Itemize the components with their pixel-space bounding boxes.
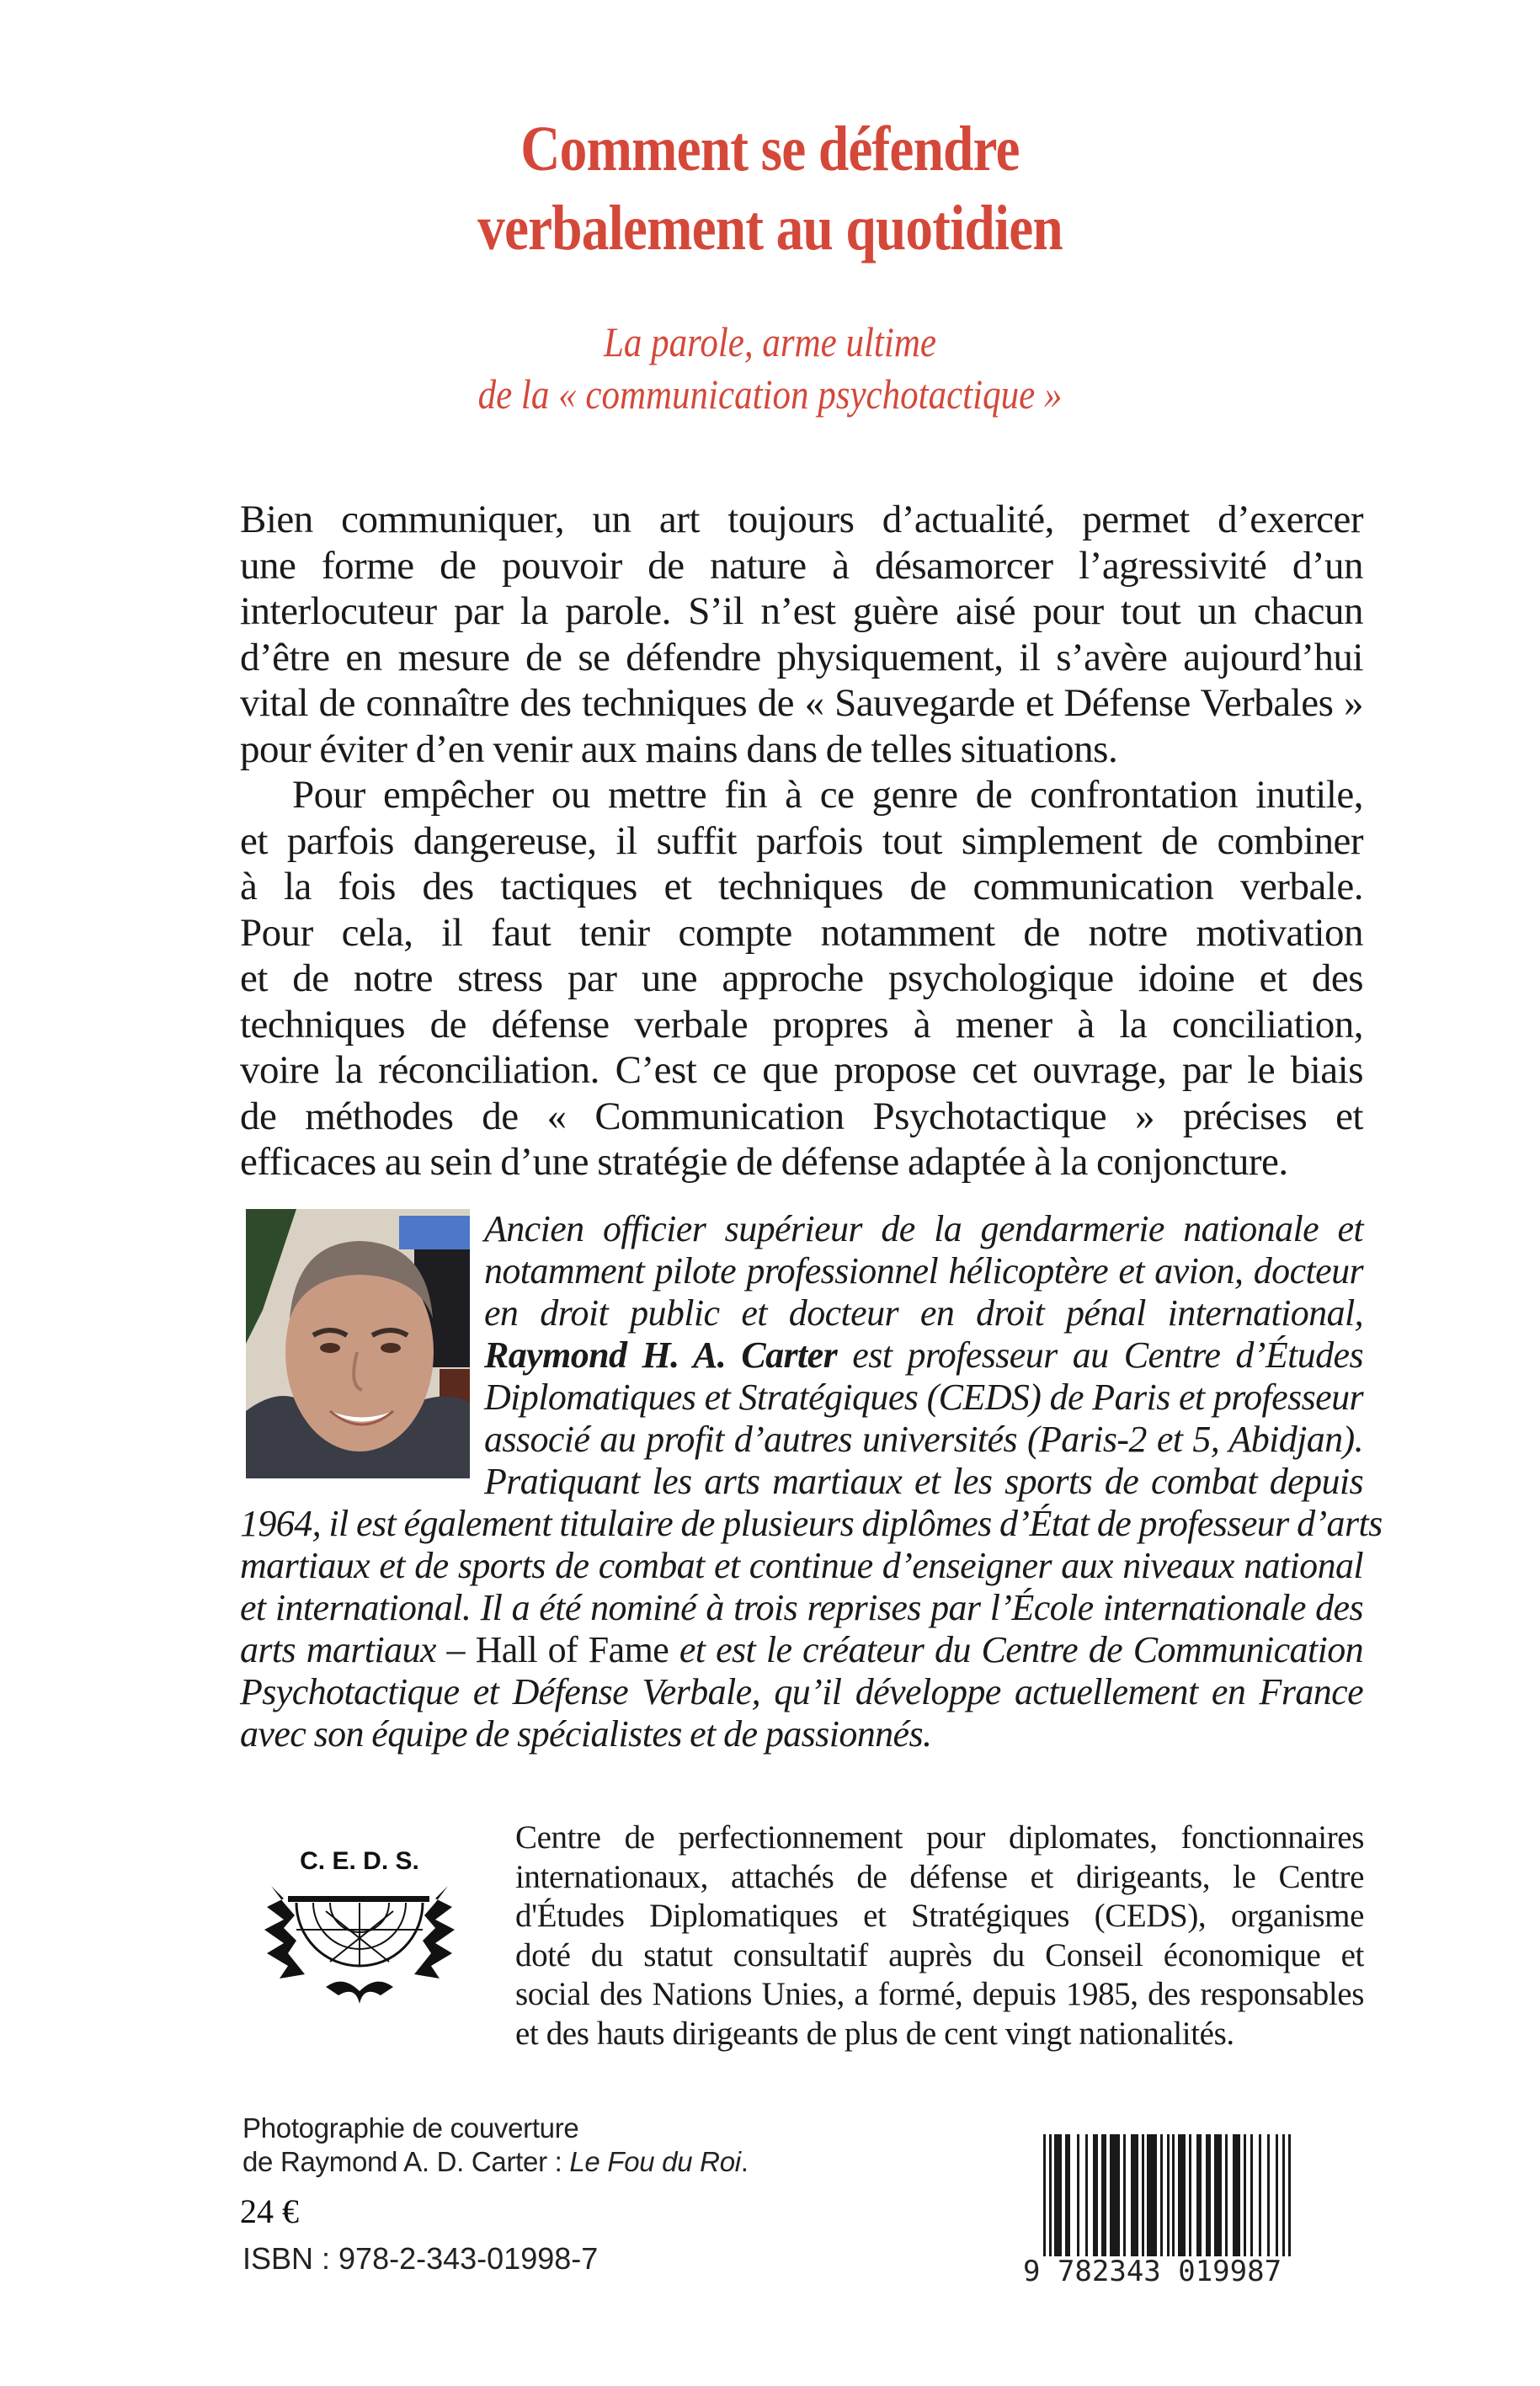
text-line: notamment pilote professionnel hélicoptère et avion, docteur: [484, 1250, 1363, 1292]
title-line-1: Comment se défendre: [520, 114, 1020, 184]
text-line: et des hauts dirigeants de plus de cent vingt nationalités.: [515, 2015, 1234, 2052]
summary-text: [240, 497, 1363, 1185]
summary-paragraph-1: [240, 497, 1363, 772]
text-line: Pratiquant les arts martiaux et les sports de combat depuis: [484, 1461, 1363, 1502]
text-line: avec son équipe de spécialistes et de passionnés.: [240, 1713, 932, 1755]
text-line: voire la réconciliation. C’est ce que propose cet ouvrage, par le biais: [240, 1048, 1363, 1092]
ceds-description: [515, 1819, 1364, 2053]
text-line: Diplomatiques et Stratégiques (CEDS) de Paris et professeur: [484, 1377, 1363, 1418]
isbn: ISBN : 978-2-343-01998-7: [242, 2241, 599, 2276]
text-line: associé au profit d’autres universités (Paris-2 et 5, Abidjan).: [484, 1419, 1363, 1460]
text-line: martiaux et de sports de combat et continue d’enseigner aux niveaux national: [240, 1545, 1363, 1586]
text-line: en droit public et docteur en droit pénal international,: [484, 1292, 1363, 1334]
text-line: Pour empêcher ou mettre fin à ce genre de confrontation inutile,: [292, 773, 1363, 817]
text-line: d’être en mesure de se défendre physiquement, il s’avère aujourd’hui: [240, 635, 1363, 679]
subtitle-line-2: de la « communication psychotactique »: [477, 370, 1063, 418]
author-bio-text: [240, 1208, 1383, 1755]
price: 24 €: [240, 2192, 299, 2230]
cover-photo-credit: [242, 2112, 749, 2179]
summary-paragraph-2: [240, 772, 1363, 1185]
text-line: social des Nations Unies, a formé, depuis 1985, des responsables: [515, 1976, 1364, 2012]
credit-line-1: Photographie de couverture: [242, 2112, 579, 2144]
text-line: vital de connaître des techniques de « Sauvegarde et Défense Verbales »: [240, 681, 1363, 725]
text-line: Pour cela, il faut tenir compte notamment de notre motivation: [240, 910, 1363, 955]
text-line: pour éviter d’en venir aux mains dans de telles situations.: [240, 727, 1118, 771]
author-name: Raymond H. A. Carter: [484, 1334, 838, 1376]
text-line: Psychotactique et Défense Verbale, qu’il développe actuellement en France: [240, 1671, 1363, 1712]
cover-photo-title: Le Fou du Roi: [569, 2146, 741, 2177]
text-line: Ancien officier supérieur de la gendarmerie nationale et: [484, 1208, 1363, 1249]
text-line: d'Études Diplomatiques et Stratégiques (CEDS), organisme: [515, 1898, 1364, 1934]
text-line: de méthodes de « Communication Psychotactique » précises et: [240, 1094, 1363, 1138]
text-line: Raymond H. A. Carter est professeur au Centre d’Études: [484, 1334, 1363, 1376]
text-line: et de notre stress par une approche psychologique idoine et des: [240, 956, 1363, 1000]
book-subtitle: [108, 316, 1432, 420]
text-line: à la fois des tactiques et techniques de communication verbale.: [240, 865, 1363, 908]
book-title: [108, 109, 1432, 268]
svg-text:C. E. D. S.: C. E. D. S.: [300, 1847, 419, 1875]
text-line: internationaux, attachés de défense et dirigeants, le Centre: [515, 1858, 1364, 1895]
ceds-logo: [246, 1835, 473, 2029]
text-line: et international. Il a été nominé à trois reprises par l’École internationale des: [240, 1587, 1363, 1628]
title-line-2: verbalement au quotidien: [477, 193, 1063, 264]
barcode-icon: [1023, 2134, 1360, 2256]
text-line: une forme de pouvoir de nature à désamorcer l’agressivité d’un: [240, 543, 1363, 588]
text-line: et parfois dangereuse, il suffit parfois tout simplement de combiner: [240, 818, 1363, 863]
text-line: techniques de défense verbale propres à mener à la conciliation,: [240, 1002, 1363, 1047]
ceds-emblem-icon: [246, 1835, 473, 2029]
hall-of-fame: Hall of Fame: [475, 1629, 669, 1670]
text-line: arts martiaux – Hall of Fame et est le créateur du Centre de Communication: [240, 1629, 1364, 1670]
text-line: efficaces au sein d’une stratégie de défense adaptée à la conjoncture.: [240, 1140, 1288, 1184]
subtitle-line-1: La parole, arme ultime: [604, 318, 936, 365]
text-line: Bien communiquer, un art toujours d’actualité, permet d’exercer: [240, 498, 1363, 541]
credit-line-2: de Raymond A. D. Carter : Le Fou du Roi.: [242, 2146, 749, 2177]
text-line: 1964, il est également titulaire de plusieurs diplômes d’État de professeur d’arts: [240, 1503, 1383, 1544]
text-line: doté du statut consultatif auprès du Conseil économique et: [515, 1936, 1364, 1973]
text-line: interlocuteur par la parole. S’il n’est guère aisé pour tout un chacun: [240, 589, 1363, 633]
text-line: Centre de perfectionnement pour diplomates, fonctionnaires: [515, 1819, 1364, 1856]
barcode-digits: 9 782343 019987: [1023, 2255, 1282, 2288]
